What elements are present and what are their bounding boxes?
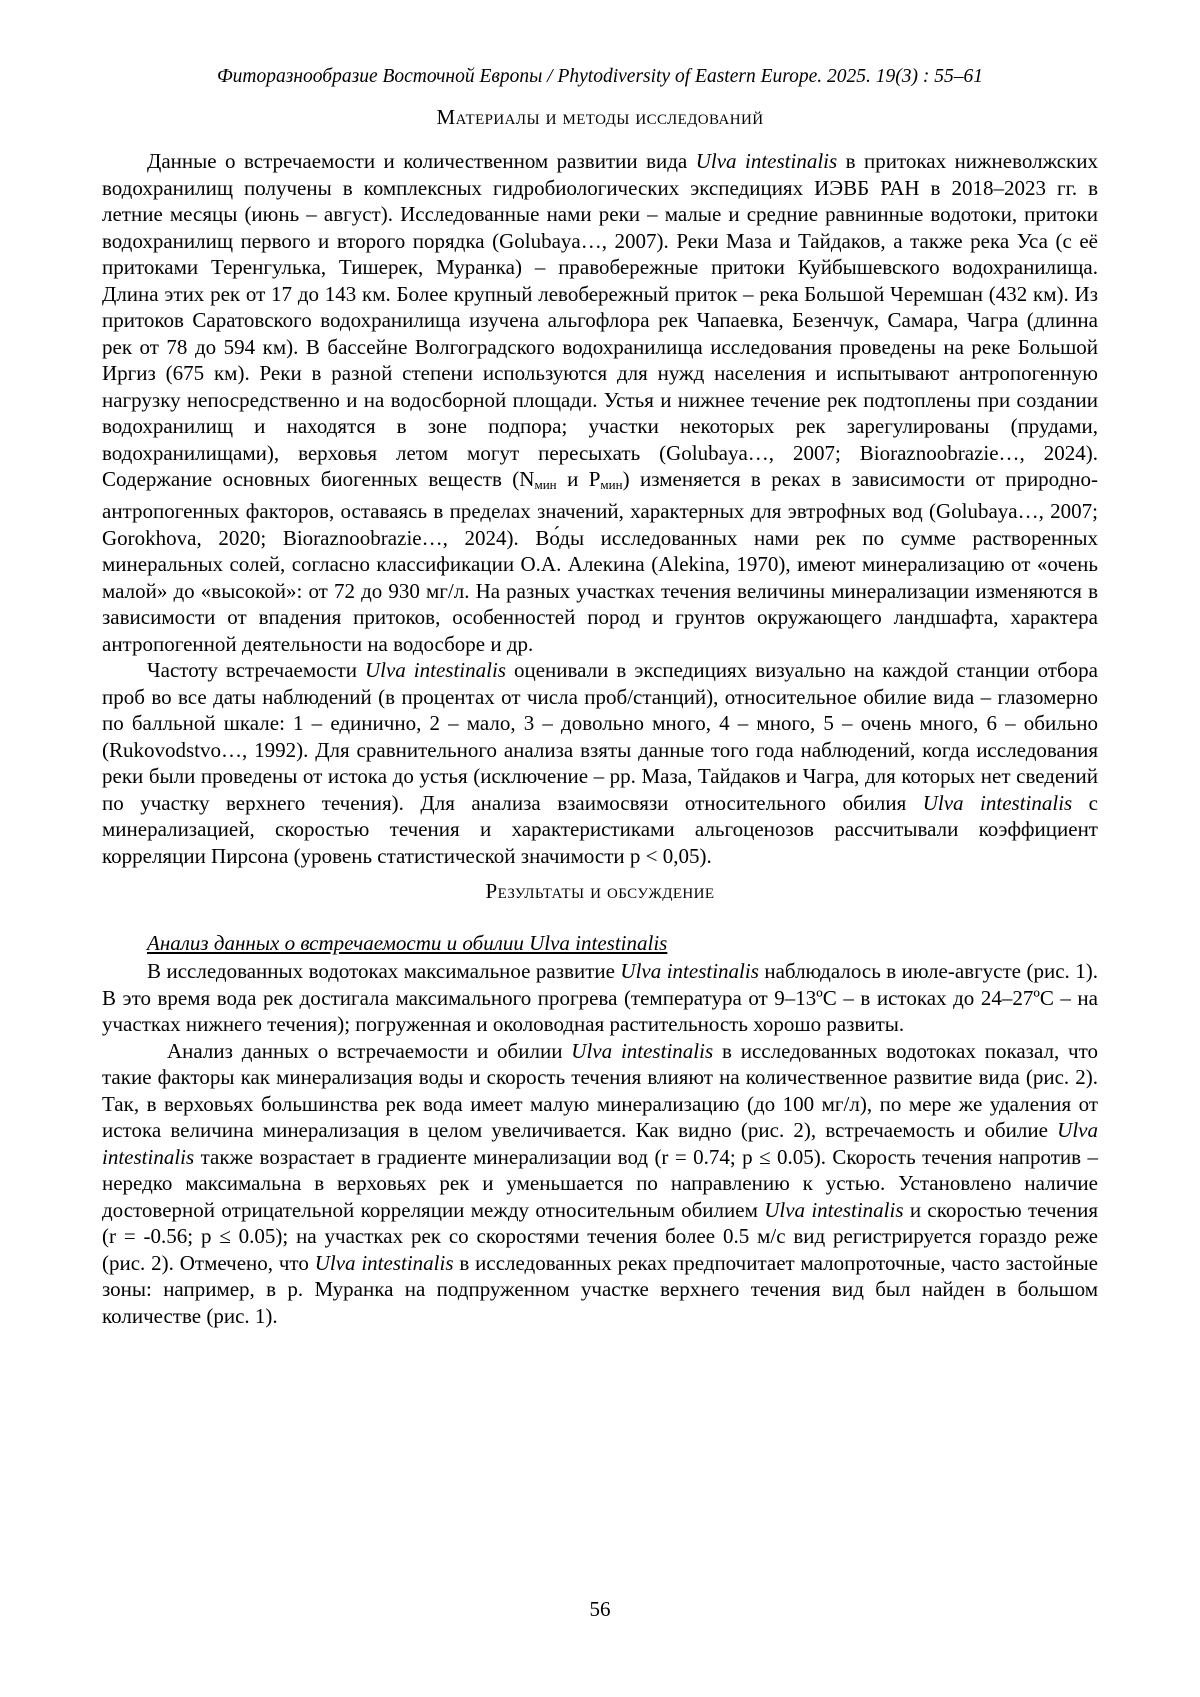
species-name-italic: Ulva intestinalis bbox=[764, 1197, 904, 1222]
text-run: также возрастает в градиенте минерализации вод (r = 0.74; p ≤ 0.05). Скорость течения напротив – нередко максимальна в верховьях рек и уменьшается по направлению к устью. Установлено наличие достоверной отрицательной корреляции между относительным обилием bbox=[102, 1144, 1098, 1222]
text-run: ) изменяется в реках в зависимости от природно-антропогенных факторов, оставаясь в пределах значений, характерных для эвтрофных вод (Golubaya…, 2007; Gorokhova, 2020; Bioraznoobrazie…, 2024). Во́ды исследованных нами рек по сумме растворенных минеральных солей, согласно классификации О.А. Алекина (Alekina, 1970), имеют минерализацию от «очень малой» до «высокой»: от 72 до 930 мг/л. На разных участках течения величины минерализации изменяются в зависимости от впадения притоков, особенностей пород и грунтов окружающего ландшафта, характера антропогенной деятельности на водосборе и др. bbox=[102, 467, 1098, 656]
paragraph-factors-analysis bbox=[102, 1038, 1098, 1330]
text-run: в притоках нижневолжских водохранилищ получены в комплексных гидробиологических экспедициях ИЭВБ РАН в 2018–2023 гг. в летние месяцы (июнь – август). Исследованные нами реки – малые и средние равнинные водотоки, притоки водохранилищ первого и второго порядка (Golubaya…, 2007). Реки Маза и Тайдаков, а также река Уса (с её притоками Теренгулька, Тишерек, Муранка) – правобережные притоки Куйбышевского водохранилища. Длина этих рек от 17 до 143 км. Более крупный левобережный приток – река Большой Черемшан (432 км). Из притоков Саратовского водохранилища изучена альгофлора рек Чапаевка, Безенчук, Самара, Чагра (длинна рек от 78 до 594 км). В бассейне Волгоградского водохранилища исследования проведены на реке Большой Иргиз (675 км). Реки в разной степени используются для нужд населения и испытывают антропогенную нагрузку непосредственно и на водосборной площади. Устья и нижнее течение рек подтоплены при создании водохранилищ и находятся в зоне подпора; участки некоторых рек зарегулированы (прудами, водохранилищами), верховья летом могут пересыхать (Golubaya…, 2007; Bioraznoobrazie…, 2024). Содержание основных биогенных веществ (N bbox=[102, 149, 1098, 491]
species-name-italic: Ulva intestinalis bbox=[571, 1038, 714, 1063]
species-name-italic: Ulva intestinalis bbox=[314, 1250, 454, 1275]
subsection-heading-analysis bbox=[102, 930, 1098, 957]
section-heading-results-discussion: Результаты и обсуждение bbox=[485, 879, 715, 904]
species-name-italic: Ulva intestinalis bbox=[102, 1118, 1098, 1169]
species-name-italic: Ulva intestinalis bbox=[364, 658, 506, 683]
journal-running-head: Фиторазнообразие Восточной Европы / Phytodiversity of Eastern Europe. 2025. 19(3) : 55–61 bbox=[217, 66, 983, 87]
subscript-run: мин bbox=[534, 476, 557, 492]
text-run: с минерализацией, скоростью течения и характеристиками альгоценозов рассчитывали коэффициент корреляции Пирсона (уровень статистической значимости р < 0,05). bbox=[102, 790, 1098, 868]
paragraph-study-area bbox=[102, 148, 1098, 657]
text-run: и скоростью течения (r = -0.56; p ≤ 0.05); на участках рек со скоростями течения более 0.5 м/с вид регистрируется гораздо реже (рис. 2). Отмечено, что bbox=[102, 1197, 1098, 1275]
page-number: 56 bbox=[589, 1597, 611, 1621]
text-run: В исследованных водотоках максимальное развитие bbox=[147, 959, 621, 984]
text-run: и P bbox=[556, 467, 601, 491]
text-run: в исследованных реках предпочитает малопроточные, часто застойные зоны: например, в р. Муранка на подпруженном участке верхнего течения вид был найден в большом количестве (рис. 1). bbox=[102, 1250, 1098, 1328]
text-run: Данные о встречаемости и количественном развитии вида bbox=[147, 149, 696, 173]
page-content bbox=[102, 64, 1098, 1329]
text-run: оценивали в экспедициях визуально на каждой станции отбора проб во все даты наблюдений (в процентах от числа проб/станций), относительное обилие вида – глазомерно по балльной шкале: 1 – единично, 2 – мало, 3 – довольно много, 4 – много, 5 – очень много, 6 – обильно (Rukovodstvo…, 1992). Для сравнительного анализа взяты данные того года наблюдений, когда исследования реки были проведены от истока до устья (исключение – рр. Маза, Тайдаков и Чагра, для которых нет сведений по участку верхнего течения). Для анализа взаимосвязи относительного обилия bbox=[102, 658, 1098, 815]
paragraph-methods bbox=[102, 657, 1098, 869]
species-name-italic: Ulva intestinalis bbox=[695, 149, 838, 173]
species-name-italic: Ulva intestinalis bbox=[922, 790, 1073, 815]
section-heading-materials-methods: Материалы и методы исследований bbox=[436, 105, 764, 129]
paragraph-seasonal-development bbox=[102, 958, 1098, 1038]
text-run: наблюдалось в июле-августе (рис. 1). В это время вода рек достигала максимального прогрева (температура от 9–13ºС – в истоках до 24–27ºС – на участках нижнего течения); погруженная и околоводная растительность хорошо развиты. bbox=[102, 959, 1098, 1037]
text-run: Анализ данных о встречаемости и обилии bbox=[167, 1038, 572, 1063]
species-name-italic: Ulva intestinalis bbox=[620, 959, 759, 984]
text-run: Частоту встречаемости bbox=[147, 658, 365, 683]
subscript-run: мин bbox=[600, 476, 623, 492]
text-run: в исследованных водотоках показал, что такие факторы как минерализация воды и скорость течения влияют на количественное развитие вида (рис. 2). Так, в верховьях большинства рек вода имеет малую минерализацию (до 100 мг/л), по мере же удаления от истока величина минерализация в целом увеличивается. Как видно (рис. 2), встречаемость и обилие bbox=[102, 1038, 1098, 1143]
species-name-italic: Анализ данных о встречаемости и обилии Ulva intestinalis bbox=[147, 931, 668, 956]
